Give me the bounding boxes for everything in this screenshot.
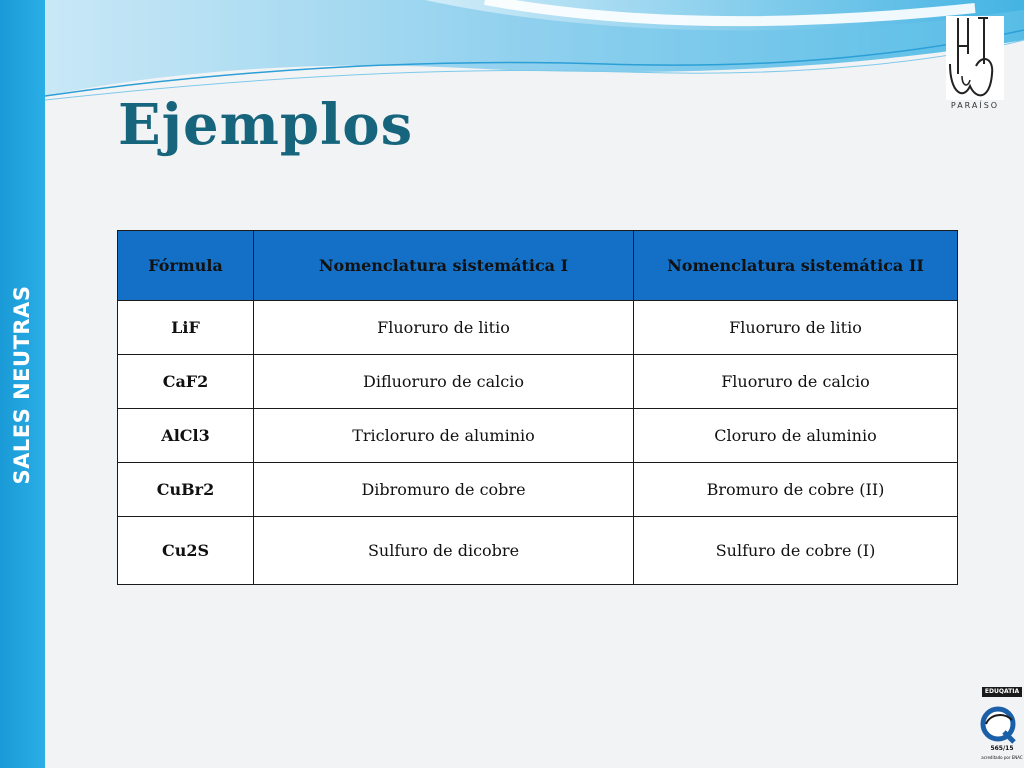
column-header: Fórmula: [118, 231, 254, 301]
systematic-name-2-cell: Sulfuro de cobre (I): [634, 517, 958, 585]
systematic-name-2-cell: Fluoruro de calcio: [634, 355, 958, 409]
certification-brand: EDUQATIA: [982, 687, 1022, 697]
side-label: [0, 0, 45, 768]
column-header: Nomenclatura sistemática II: [634, 231, 958, 301]
certification-number: 565/15: [990, 745, 1014, 752]
systematic-name-2-cell: Cloruro de aluminio: [634, 409, 958, 463]
nomenclature-table: [117, 230, 958, 585]
table-row: [118, 355, 958, 409]
table-row: [118, 409, 958, 463]
iso-certification-icon: [978, 686, 1022, 766]
column-header: Nomenclatura sistemática I: [254, 231, 634, 301]
systematic-name-2-cell: Fluoruro de litio: [634, 301, 958, 355]
table-row: [118, 463, 958, 517]
certification-subtext: acreditado por ENAC: [981, 755, 1023, 760]
formula-cell: CuBr2: [118, 463, 254, 517]
formula-cell: CaF2: [118, 355, 254, 409]
formula-cell: LiF: [118, 301, 254, 355]
systematic-name-1-cell: Difluoruro de calcio: [254, 355, 634, 409]
systematic-name-1-cell: Tricloruro de aluminio: [254, 409, 634, 463]
slide-title: Ejemplos: [118, 92, 414, 158]
table-row: [118, 301, 958, 355]
side-label-text: SALES NEUTRAS: [10, 285, 34, 485]
systematic-name-2-cell: Bromuro de cobre (II): [634, 463, 958, 517]
table-row: [118, 517, 958, 585]
formula-cell: Cu2S: [118, 517, 254, 585]
systematic-name-1-cell: Fluoruro de litio: [254, 301, 634, 355]
formula-cell: AlCl3: [118, 409, 254, 463]
logo-text: PARAÍSO: [950, 101, 1000, 110]
table-header-row: [118, 231, 958, 301]
systematic-name-1-cell: Sulfuro de dicobre: [254, 517, 634, 585]
systematic-name-1-cell: Dibromuro de cobre: [254, 463, 634, 517]
